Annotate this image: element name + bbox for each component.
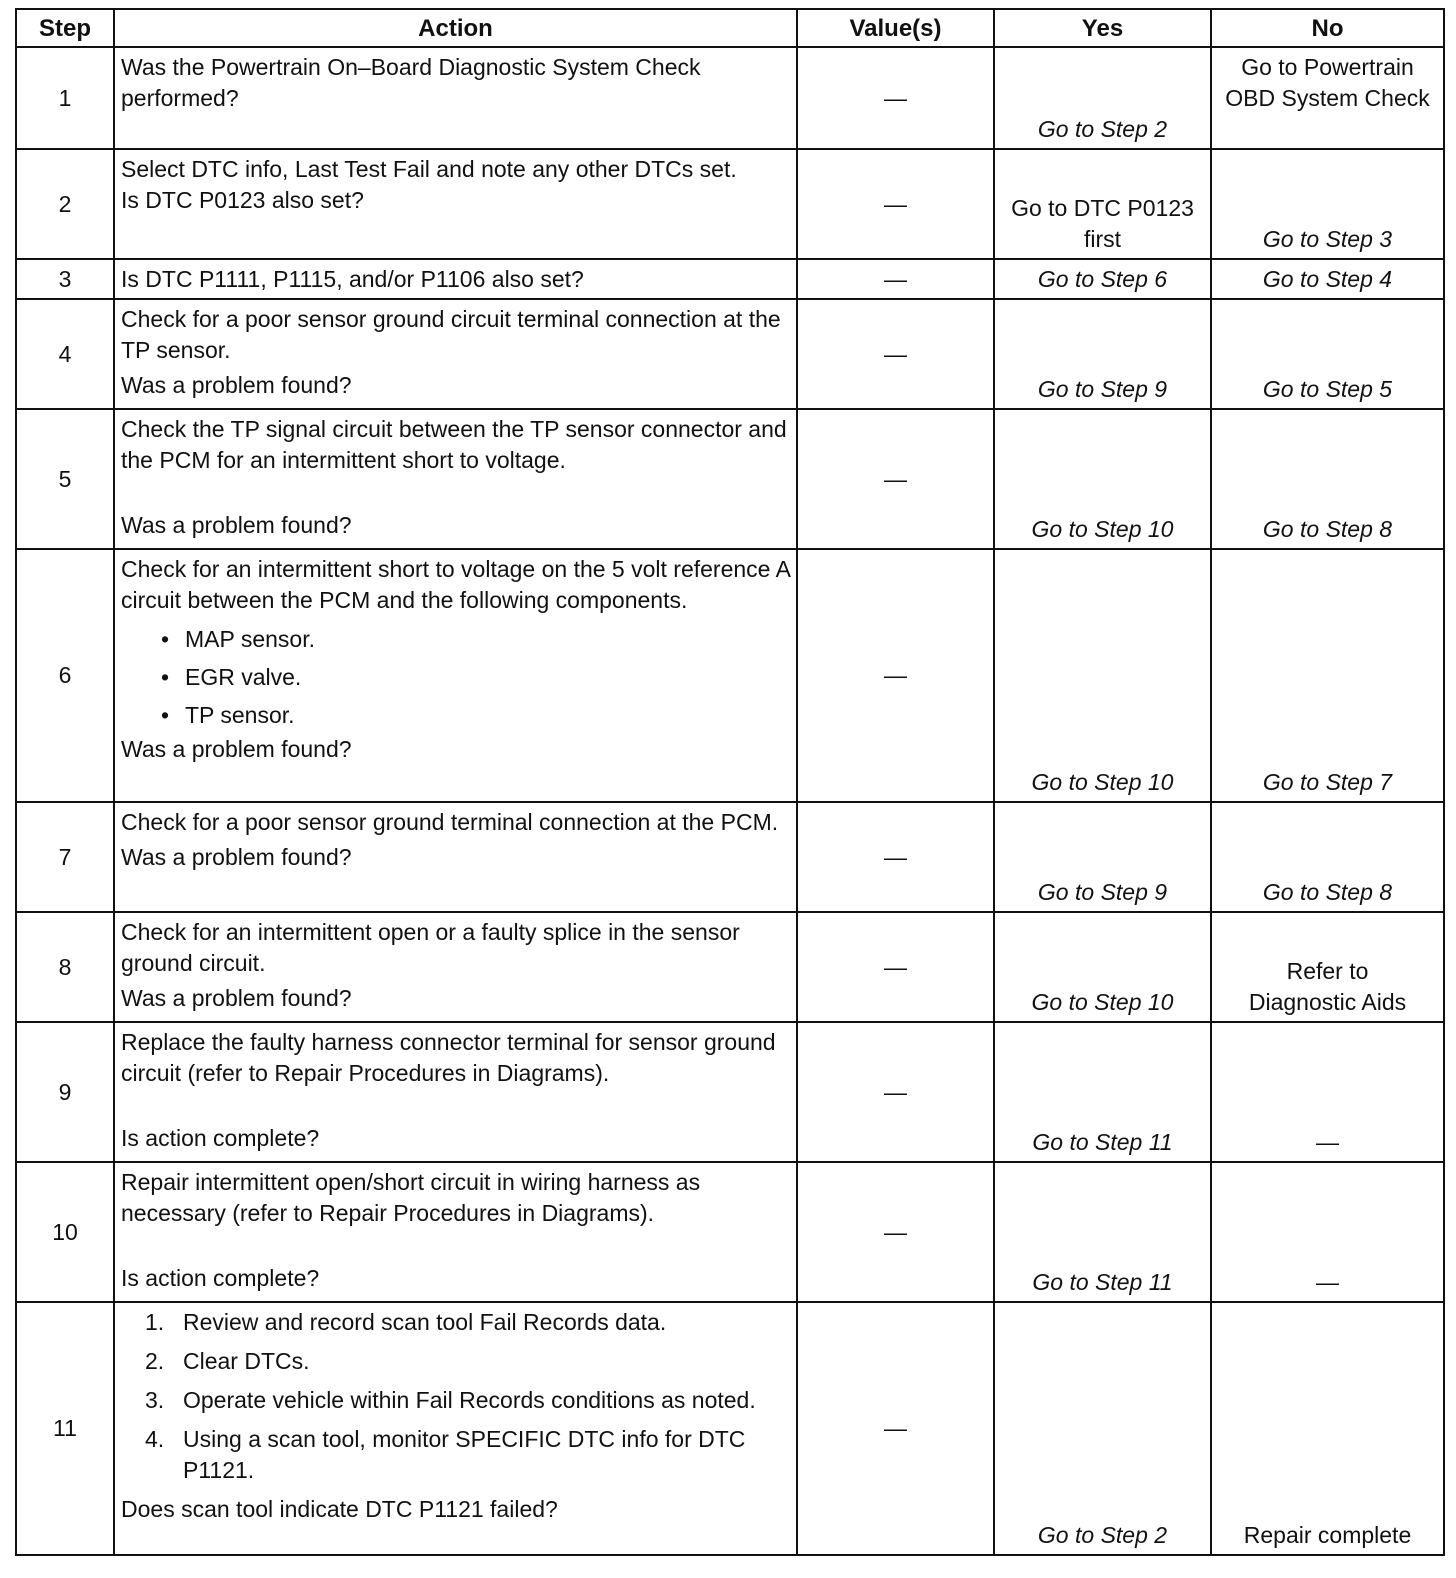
value-cell: — (797, 1162, 994, 1302)
list-item: • TP sensor. (161, 696, 790, 734)
action-text: Check for a poor sensor ground terminal connection at the PCM. (121, 809, 779, 835)
yes-result: Go to Step 10 (1031, 989, 1174, 1015)
action-cell (114, 549, 797, 802)
list-text: Clear DTCs. (183, 1348, 310, 1374)
action-cell (114, 1162, 797, 1302)
action-text: Was the Powertrain On–Board Diagnostic System Check performed? (121, 54, 701, 111)
action-text: Repair intermittent open/short circuit in wiring harness as necessary (refer to Repair Procedures in Diagrams). (121, 1169, 701, 1226)
step-number: 10 (16, 1162, 114, 1302)
action-text: Select DTC info, Last Test Fail and note any other DTCs set. (121, 156, 737, 182)
no-result: Go to Step 7 (1262, 769, 1393, 795)
header-yes: Yes (994, 9, 1211, 47)
no-cell (1211, 1022, 1444, 1162)
value-cell: — (797, 299, 994, 409)
yes-result: Go to Step 2 (1037, 116, 1168, 142)
no-result: Repair complete (1243, 1522, 1412, 1548)
header-row (16, 9, 1444, 47)
action-cell (114, 802, 797, 912)
list-item: • EGR valve. (161, 658, 790, 696)
table-row (16, 1022, 1444, 1162)
value-cell: — (797, 409, 994, 549)
step-number: 8 (16, 912, 114, 1022)
table-row (16, 1302, 1444, 1555)
yes-result: Go to Step 6 (1037, 265, 1168, 292)
yes-result: Go to Step 9 (1037, 376, 1168, 402)
yes-cell (994, 1162, 1211, 1302)
yes-result: Go to Step 11 (1032, 1269, 1173, 1295)
yes-cell (994, 1302, 1211, 1555)
value-cell: — (797, 149, 994, 259)
header-no: No (1211, 9, 1444, 47)
action-text: Check for a poor sensor ground circuit terminal connection at the TP sensor. (121, 306, 781, 363)
action-cell (114, 1302, 797, 1555)
procedure-list (121, 1307, 790, 1486)
yes-cell (994, 299, 1211, 409)
action-question: Was a problem found? (121, 372, 352, 398)
yes-cell (994, 1022, 1211, 1162)
list-text: Operate vehicle within Fail Records conditions as noted. (183, 1387, 756, 1413)
no-cell (1211, 47, 1444, 149)
step-number: 2 (16, 149, 114, 259)
yes-cell (994, 912, 1211, 1022)
no-result: Go to Step 8 (1262, 516, 1393, 542)
action-question: Was a problem found? (121, 736, 352, 762)
value-cell: — (797, 1022, 994, 1162)
action-cell (114, 149, 797, 259)
no-cell (1211, 299, 1444, 409)
no-cell (1211, 1162, 1444, 1302)
yes-result: Go to Step 9 (1037, 879, 1168, 905)
yes-result: Go to Step 10 (1031, 769, 1174, 795)
no-result: Refer to Diagnostic Aids (1248, 958, 1407, 1015)
no-cell (1211, 149, 1444, 259)
header-values: Value(s) (797, 9, 994, 47)
header-action: Action (114, 9, 797, 47)
yes-result: Go to Step 10 (1031, 516, 1174, 542)
yes-cell (994, 259, 1211, 299)
table-row (16, 149, 1444, 259)
list-number: 4. (145, 1426, 165, 1452)
value-cell: — (797, 47, 994, 149)
action-text: Check for an intermittent short to voltage on the 5 volt reference A circuit between the PCM and the following components. (121, 556, 790, 613)
action-cell (114, 47, 797, 149)
list-number: 1. (145, 1309, 165, 1335)
no-result: Go to Step 8 (1262, 879, 1393, 905)
step-number: 9 (16, 1022, 114, 1162)
action-cell (114, 1022, 797, 1162)
value-cell: — (797, 259, 994, 299)
no-cell (1211, 1302, 1444, 1555)
table-row (16, 549, 1444, 802)
list-item (145, 1385, 790, 1416)
step-number: 6 (16, 549, 114, 802)
step-number: 3 (16, 259, 114, 299)
list-item (145, 1346, 790, 1377)
no-result: Go to Step 4 (1262, 265, 1393, 292)
step-number: 11 (16, 1302, 114, 1555)
action-cell (114, 259, 797, 299)
action-text: Check the TP signal circuit between the TP sensor connector and the PCM for an intermittent short to voltage. (121, 416, 787, 473)
no-cell (1211, 549, 1444, 802)
table-row (16, 299, 1444, 409)
no-cell (1211, 409, 1444, 549)
yes-result: Go to Step 11 (1032, 1129, 1173, 1155)
list-text: Review and record scan tool Fail Records data. (183, 1309, 667, 1335)
yes-cell (994, 409, 1211, 549)
no-result: — (1316, 1269, 1339, 1295)
action-question: Was a problem found? (121, 844, 352, 870)
value-cell: — (797, 912, 994, 1022)
value-cell: — (797, 549, 994, 802)
yes-cell (994, 47, 1211, 149)
action-cell (114, 912, 797, 1022)
list-number: 3. (145, 1387, 165, 1413)
no-cell (1211, 802, 1444, 912)
table-row (16, 409, 1444, 549)
list-text: Using a scan tool, monitor SPECIFIC DTC info for DTC P1121. (183, 1426, 746, 1483)
table-row (16, 47, 1444, 149)
table-row (16, 912, 1444, 1022)
yes-cell (994, 549, 1211, 802)
action-question: Is action complete? (121, 1265, 320, 1291)
table-row (16, 1162, 1444, 1302)
no-cell (1211, 912, 1444, 1022)
action-question: Was a problem found? (121, 512, 352, 538)
value-cell: — (797, 1302, 994, 1555)
component-list (121, 620, 790, 734)
no-result: Go to Step 3 (1262, 226, 1393, 252)
action-question: Does scan tool indicate DTC P1121 failed? (121, 1496, 558, 1522)
step-number: 7 (16, 802, 114, 912)
action-text: Replace the faulty harness connector terminal for sensor ground circuit (refer to Repair Procedures in Diagrams). (121, 1029, 776, 1086)
list-item (145, 1307, 790, 1338)
action-question: Is DTC P0123 also set? (121, 187, 364, 213)
no-result: — (1316, 1129, 1339, 1155)
no-cell (1211, 259, 1444, 299)
step-number: 1 (16, 47, 114, 149)
no-result: Go to Step 5 (1262, 376, 1393, 402)
action-text: Check for an intermittent open or a faulty splice in the sensor ground circuit. (121, 919, 740, 976)
list-item: • MAP sensor. (161, 620, 790, 658)
yes-cell (994, 149, 1211, 259)
diagnostic-table (15, 8, 1445, 1556)
yes-cell (994, 802, 1211, 912)
action-question: Is DTC P1111, P1115, and/or P1106 also set? (121, 266, 584, 292)
table-row (16, 802, 1444, 912)
header-step: Step (16, 9, 114, 47)
list-item (145, 1424, 790, 1486)
yes-result: Go to Step 2 (1037, 1522, 1168, 1548)
action-cell (114, 299, 797, 409)
table-row (16, 259, 1444, 299)
list-number: 2. (145, 1348, 165, 1374)
action-question: Was a problem found? (121, 985, 352, 1011)
value-cell: — (797, 802, 994, 912)
yes-result: Go to DTC P0123 first (1011, 195, 1194, 252)
step-number: 4 (16, 299, 114, 409)
action-cell (114, 409, 797, 549)
step-number: 5 (16, 409, 114, 549)
action-question: Is action complete? (121, 1125, 320, 1151)
no-result: Go to Powertrain OBD System Check (1225, 54, 1430, 111)
